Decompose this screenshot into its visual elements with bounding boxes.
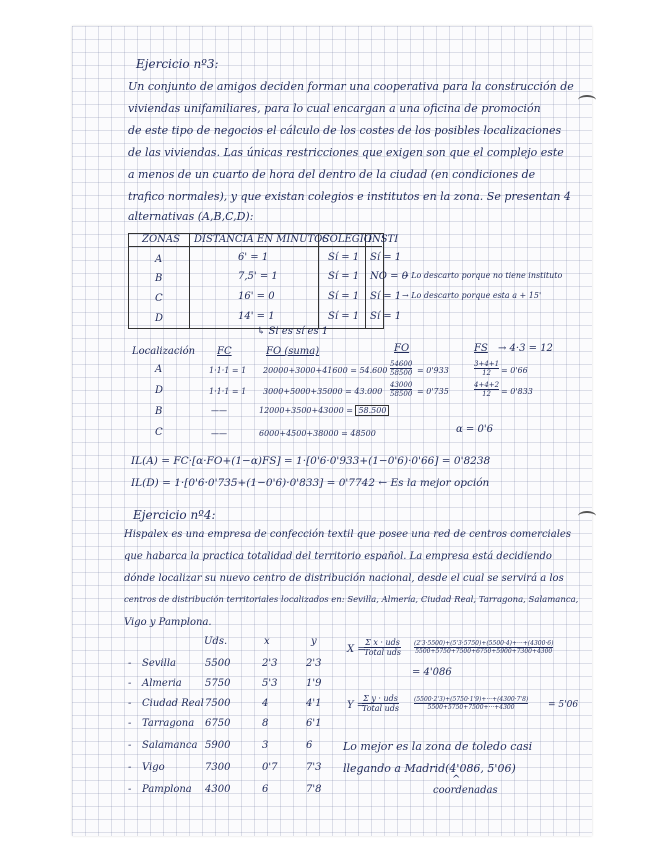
city-x: 4	[262, 698, 269, 709]
discard-note: → Lo descarto porque no tiene instituto	[402, 271, 563, 280]
institute-cell: Sí = 1	[370, 311, 402, 322]
il-a-formula: IL(A) = FC·[α·FO+(1−α)FS] = 1·[0'6·0'933+(1−0'6)·0'66] = 0'8238	[131, 455, 491, 467]
ex3-text-line: trafico normales), y que existan colegios e institutos en la zona. Se presentan 4	[128, 190, 571, 203]
distance-cell: 6' = 1	[238, 252, 269, 263]
city-y: 1'9	[306, 678, 322, 689]
ex4-text-line: Vigo y Pamplona.	[124, 617, 212, 628]
city-y: 4'1	[306, 698, 322, 709]
city-y: 7'8	[306, 784, 322, 795]
calc-header: FO (suma)	[266, 346, 320, 357]
city-uds: 5900	[205, 740, 231, 751]
calc-fc: 1·1·1 = 1	[209, 366, 247, 375]
calc-loc: C	[155, 427, 163, 438]
city-y: 6'1	[306, 718, 322, 729]
ex4-title: Ejercicio nº4:	[133, 508, 216, 522]
ex3-text-line: viviendas unifamiliares, para lo cual encargan a una oficina de promoción	[128, 102, 541, 115]
y-formula-fraction: Σ y · uds Total uds	[362, 694, 399, 713]
calc-loc: B	[155, 406, 163, 417]
table-divider	[365, 233, 366, 328]
city-name: Sevilla	[142, 658, 176, 669]
city-header: x	[264, 636, 270, 647]
city-x: 3	[262, 740, 269, 751]
city-x: 6	[262, 784, 269, 795]
ex3-text-line: a menos de un cuarto de hora del dentro de la ciudad (en condiciones de	[128, 168, 536, 181]
city-name: Ciudad Real	[142, 698, 204, 709]
calc-fo-fraction: $\frac{43000}{58500}$	[390, 381, 413, 398]
x-result: = 4'086	[412, 667, 452, 678]
ex3-text-line: de este tipo de negocios el cálculo de los costes de los posibles localizaciones	[128, 124, 562, 137]
il-d-formula: IL(D) = 1·[0'6·0'735+(1−0'6)·0'833] = 0'7742 ← Es la mejor opción	[131, 477, 490, 489]
city-header: y	[311, 636, 317, 647]
zone-cell: A	[155, 254, 163, 265]
table-divider	[128, 246, 382, 247]
ex4-text-line: Hispalex es una empresa de confección textil que posee una red de centros comerciales	[124, 529, 571, 540]
calc-header: Localización	[132, 346, 196, 357]
distance-cell: 14' = 1	[238, 311, 275, 322]
calc-fc: ——	[211, 429, 227, 438]
city-name: Pamplona	[142, 784, 192, 795]
city-bullet: -	[128, 740, 132, 751]
table-divider	[189, 233, 190, 328]
zone-cell: B	[155, 273, 163, 284]
city-x: 8	[262, 718, 269, 729]
city-uds: 5750	[205, 678, 231, 689]
table-header: INSTI	[368, 234, 399, 245]
institute-cell: Sí = 1	[370, 291, 402, 302]
calc-loc: A	[155, 364, 163, 375]
ex4-text-line: centros de distribución territoriales localizados en: Sevilla, Almería, Ciudad Real, Tarragona, Salamanca,	[124, 595, 579, 605]
calc-fs-result: = 0'833	[501, 387, 533, 396]
yes-note: ↳ Si es sí es 1	[257, 326, 329, 337]
city-x: 2'3	[262, 658, 278, 669]
calc-header: FS	[474, 343, 488, 354]
city-y: 6	[306, 740, 313, 751]
city-uds: 5500	[205, 658, 231, 669]
binder-hole	[578, 95, 596, 105]
city-name: Tarragona	[142, 718, 195, 729]
distance-cell: 16' = 0	[238, 291, 275, 302]
calc-fs-result: = 0'66	[501, 366, 528, 375]
city-bullet: -	[128, 784, 132, 795]
y-result: = 5'06	[548, 700, 579, 710]
calc-fo-sum: 3000+5000+35000 = 43.000	[263, 387, 383, 396]
zone-cell: D	[155, 313, 164, 324]
x-formula-lhs: X =	[347, 644, 366, 655]
school-cell: Sí = 1	[328, 252, 360, 263]
calc-header: FO	[394, 343, 410, 354]
calc-fs-fraction: $\frac{3+4+1}{12}$	[474, 360, 500, 377]
calc-fo-sum: 6000+4500+38000 = 48500	[259, 429, 376, 438]
city-x: 0'7	[262, 762, 278, 773]
calc-loc: D	[155, 385, 164, 396]
city-name: Vigo	[142, 762, 165, 773]
institute-cell: Sí = 1	[370, 252, 402, 263]
city-bullet: -	[128, 718, 132, 729]
calc-header: FC	[217, 346, 232, 357]
ex3-text-line: Un conjunto de amigos deciden formar una cooperativa para la construcción de	[128, 80, 574, 93]
school-cell: Sí = 1	[328, 311, 360, 322]
city-bullet: -	[128, 762, 132, 773]
calc-fo-result: = 0'735	[417, 387, 449, 396]
city-name: Almeria	[142, 678, 182, 689]
city-uds: 7300	[205, 762, 231, 773]
table-header: COLEGIO	[322, 234, 372, 245]
city-uds: 4300	[205, 784, 231, 795]
binder-hole	[578, 511, 596, 521]
city-bullet: -	[128, 698, 132, 709]
discard-note: → Lo descarto porque esta a + 15'	[402, 291, 542, 300]
calc-fo-result: = 0'933	[417, 366, 449, 375]
calc-fo-sum: 12000+3500+43000 = 58.500	[259, 406, 389, 415]
alpha-value: α = 0'6	[456, 424, 493, 435]
zone-cell: C	[155, 293, 163, 304]
distance-cell: 7,5' = 1	[238, 271, 278, 282]
table-header: ZONAS	[142, 234, 180, 245]
city-y: 7'3	[306, 762, 322, 773]
ex3-text-line: alternativas (A,B,C,D):	[128, 210, 254, 223]
x-calc-fraction: $\frac{(2'3\cdot 5500)+(5'3\cdot 5750)+(5500\cdot 4)+\cdot\cdot\cdot+(4300\cdot 6)}{5500+5750+7500+6750+5900+7300+4300}$	[414, 640, 554, 655]
ex4-text-line: dónde localizar su nuevo centro de distribución nacional, desde el cual se servirá a los	[124, 573, 564, 584]
conclusion-line: Lo mejor es la zona de toledo casi	[343, 740, 533, 753]
city-bullet: -	[128, 658, 132, 669]
ex3-text-line: de las viviendas. Las únicas restricciones que exigen son que el complejo este	[128, 146, 564, 159]
city-header: Uds.	[204, 636, 228, 647]
calc-fc: 1·1·1 = 1	[209, 387, 247, 396]
institute-cell: NO = 0	[370, 271, 409, 282]
y-calc-fraction: $\frac{(5500\cdot 2'3)+(5750\cdot 1'9)+\cdot\cdot\cdot+(4300\cdot 7'8)}{5500+5750+7500+\cdot\cdot\cdot+4300}$	[414, 696, 529, 711]
calc-fc: ——	[211, 406, 227, 415]
city-name: Salamanca	[142, 740, 198, 751]
ex3-title: Ejercicio nº3:	[136, 57, 219, 71]
calc-header: → 4·3 = 12	[498, 343, 553, 354]
conclusion-line: llegando a Madrid(4'086, 5'06)	[343, 762, 516, 775]
calc-fo-sum: 20000+3000+41600 = 54.600	[263, 366, 388, 375]
calc-fs-fraction: $\frac{4+4+2}{12}$	[474, 381, 500, 398]
city-uds: 6750	[205, 718, 231, 729]
calc-fo-fraction: $\frac{54600}{58500}$	[390, 360, 413, 377]
city-bullet: -	[128, 678, 132, 689]
table-header: DISTANCIA EN MINUTOS	[194, 234, 330, 245]
x-formula-fraction: Σ x · uds Total uds	[364, 638, 401, 657]
ex4-text-line: que habarca la practica totalidad del territorio español. La empresa está decidiendo	[124, 551, 552, 562]
school-cell: Sí = 1	[328, 271, 360, 282]
table-divider	[318, 233, 319, 328]
city-x: 5'3	[262, 678, 278, 689]
city-y: 2'3	[306, 658, 322, 669]
caret-mark: ^	[452, 774, 461, 785]
school-cell: Sí = 1	[328, 291, 360, 302]
y-formula-lhs: Y =	[347, 700, 366, 711]
city-uds: 7500	[205, 698, 231, 709]
coord-label: coordenadas	[433, 785, 498, 796]
